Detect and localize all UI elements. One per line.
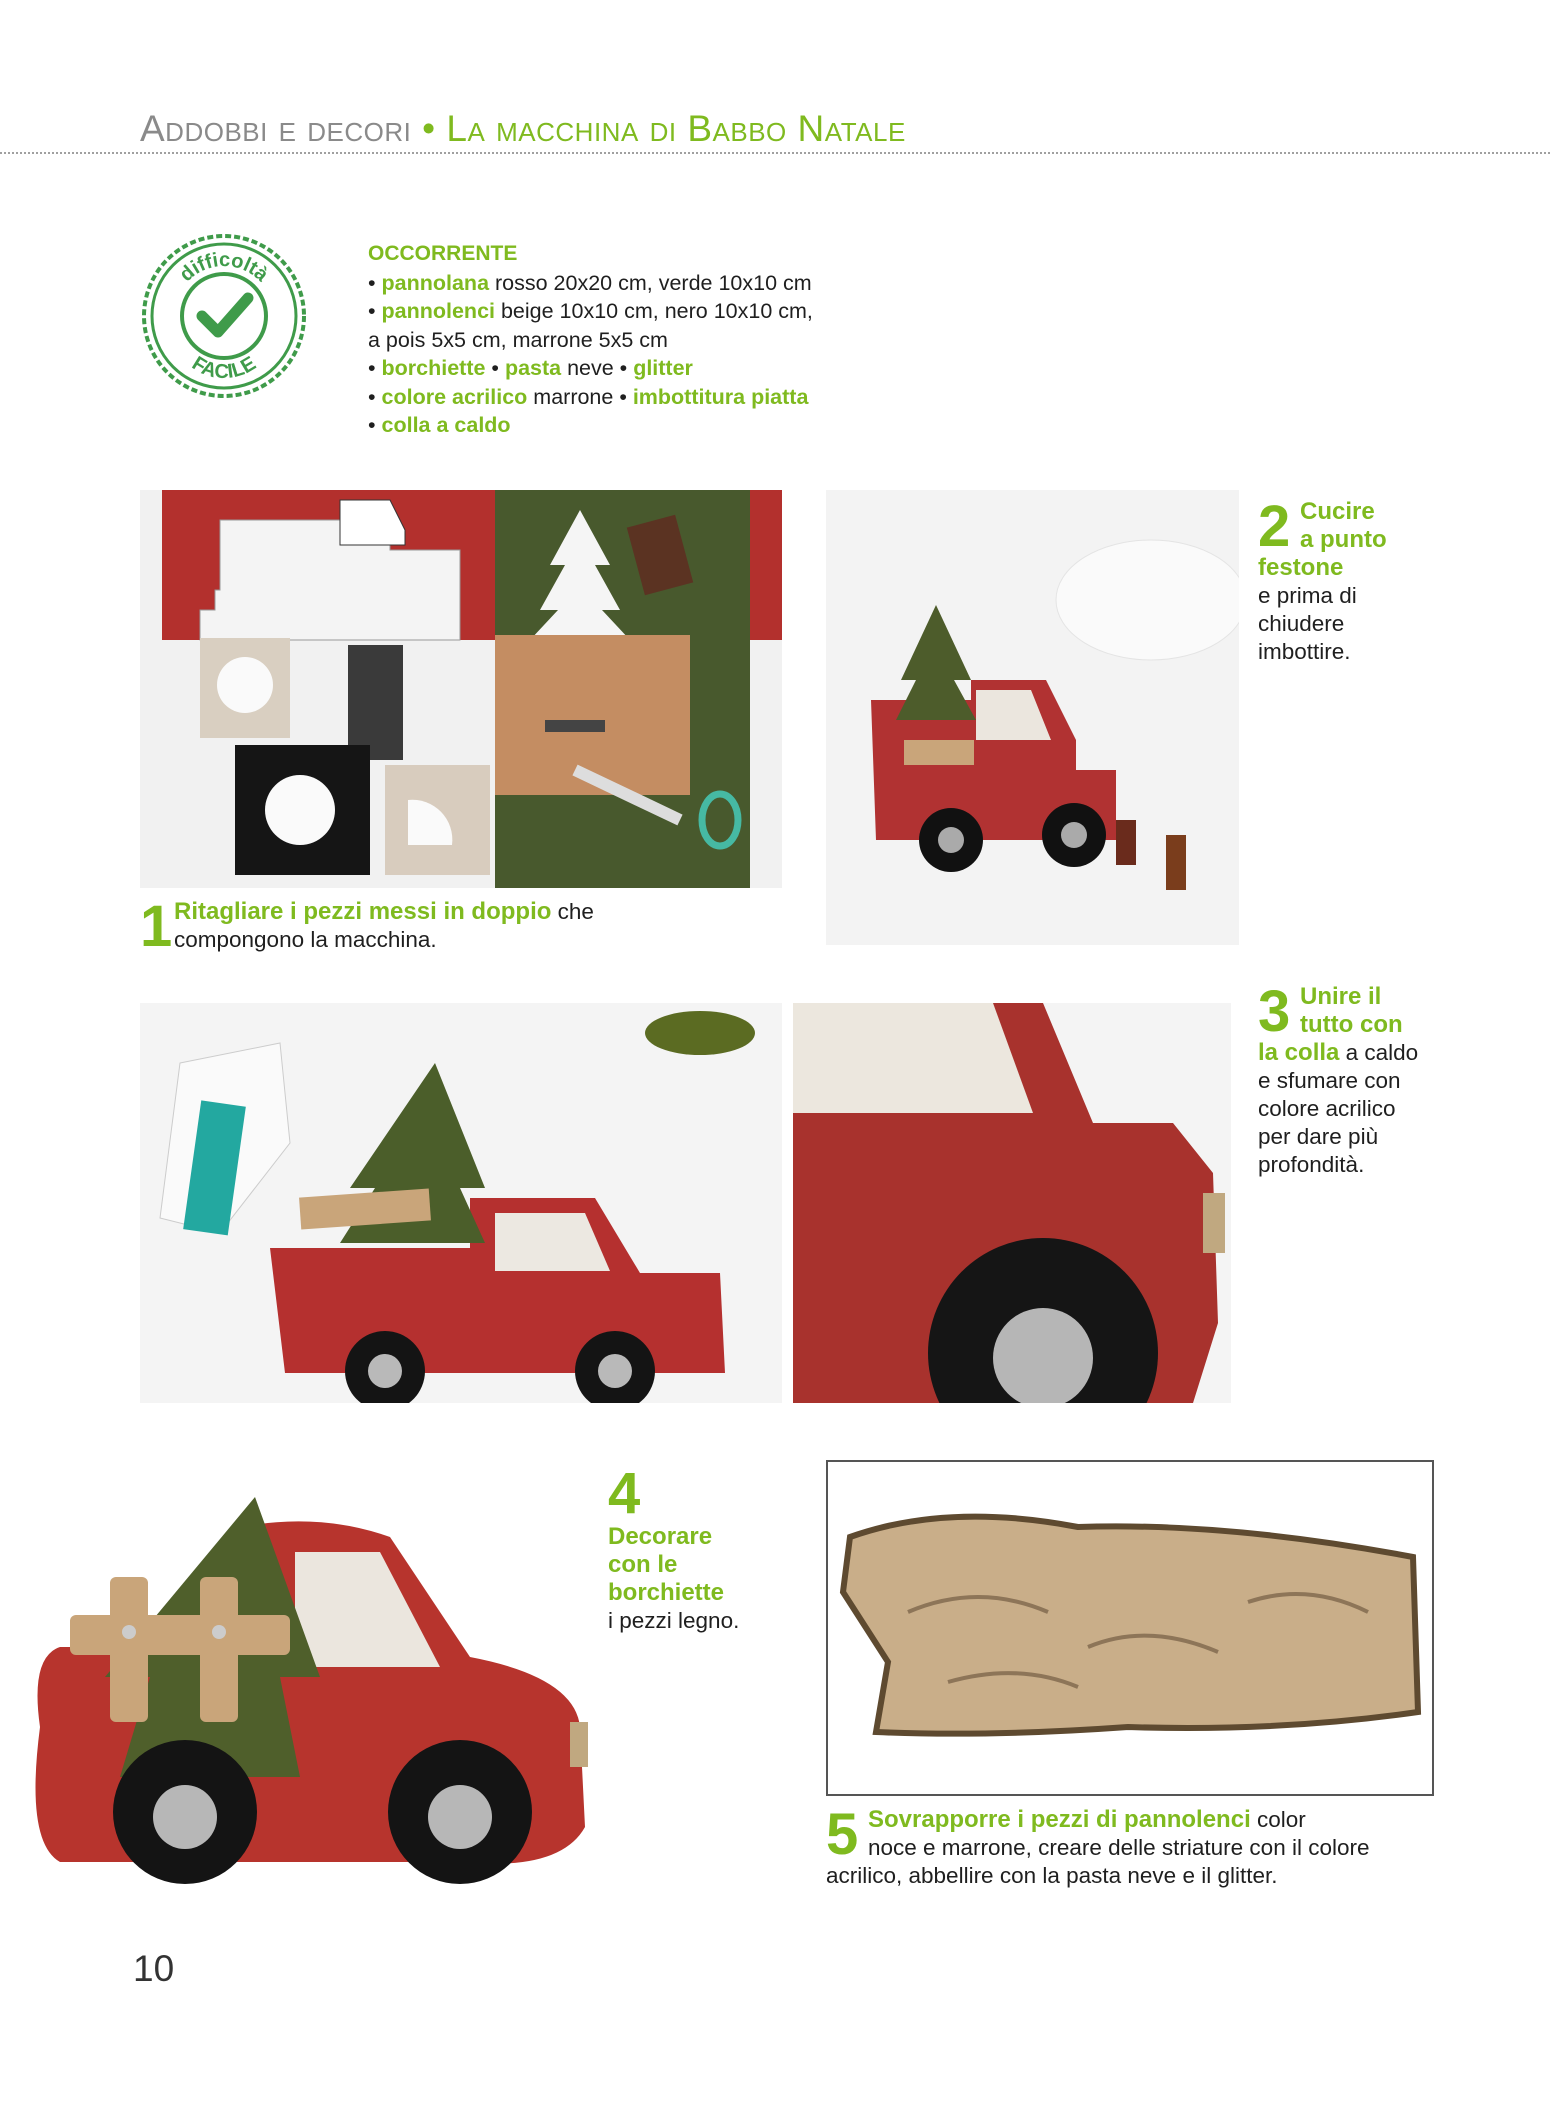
step3-photo-detail bbox=[793, 1003, 1231, 1403]
step2-caption: 2 Cucire a punto festone e prima di chiudere imbottire. bbox=[1258, 494, 1387, 664]
step5-caption: 5 Sovrapporre i pezzi di pannolenci color noce e marrone, creare delle striature con il colore acrilico, abbellire con la pasta neve e il glitter. bbox=[826, 1802, 1370, 1888]
check-icon bbox=[202, 298, 248, 332]
step1-caption: 1 Ritagliare i pezzi messi in doppio che compongono la macchina. bbox=[140, 894, 594, 959]
header-section: Addobbi e decori bbox=[140, 108, 412, 149]
badge-top-text: difficoltà bbox=[175, 248, 273, 286]
step4-caption: 4 Decorare con le borchiette i pezzi legno. bbox=[608, 1465, 808, 1635]
materials-list bbox=[368, 240, 928, 440]
step2-photo bbox=[826, 490, 1239, 945]
materials-line: a pois 5x5 cm, marrone 5x5 cm bbox=[368, 327, 668, 352]
materials-line: • colla a caldo bbox=[368, 413, 511, 437]
step1-photo bbox=[140, 490, 782, 888]
step4-number: 4 bbox=[608, 1461, 641, 1526]
header-separator: • bbox=[422, 108, 436, 149]
header-title: La macchina di Babbo Natale bbox=[446, 108, 906, 149]
step5-number: 5 bbox=[826, 1802, 859, 1867]
difficulty-badge bbox=[140, 232, 308, 400]
step1-number: 1 bbox=[140, 894, 173, 959]
header-divider bbox=[0, 152, 1550, 154]
step2-number: 2 bbox=[1258, 494, 1291, 559]
step5-photo bbox=[826, 1460, 1434, 1796]
step3-caption: 3 Unire il tutto con la colla a caldo e sfumare con colore acrilico per dare più profondità. bbox=[1258, 979, 1419, 1177]
step4-photo bbox=[0, 1457, 598, 1887]
step3-photo-glue bbox=[140, 1003, 782, 1403]
materials-line: • pannolenci beige 10x10 cm, nero 10x10 cm, bbox=[368, 299, 813, 323]
badge-bottom-text: FACILE bbox=[188, 352, 260, 384]
materials-title: OCCORRENTE bbox=[368, 242, 518, 265]
materials-line: • borchiette • pasta neve • glitter bbox=[368, 356, 693, 380]
page-header bbox=[140, 108, 906, 150]
materials-line: • pannolana rosso 20x20 cm, verde 10x10 cm bbox=[368, 270, 812, 295]
materials-line: • colore acrilico marrone • imbottitura piatta bbox=[368, 384, 809, 409]
step3-number: 3 bbox=[1258, 979, 1291, 1044]
page-number: 10 bbox=[133, 1948, 175, 1989]
